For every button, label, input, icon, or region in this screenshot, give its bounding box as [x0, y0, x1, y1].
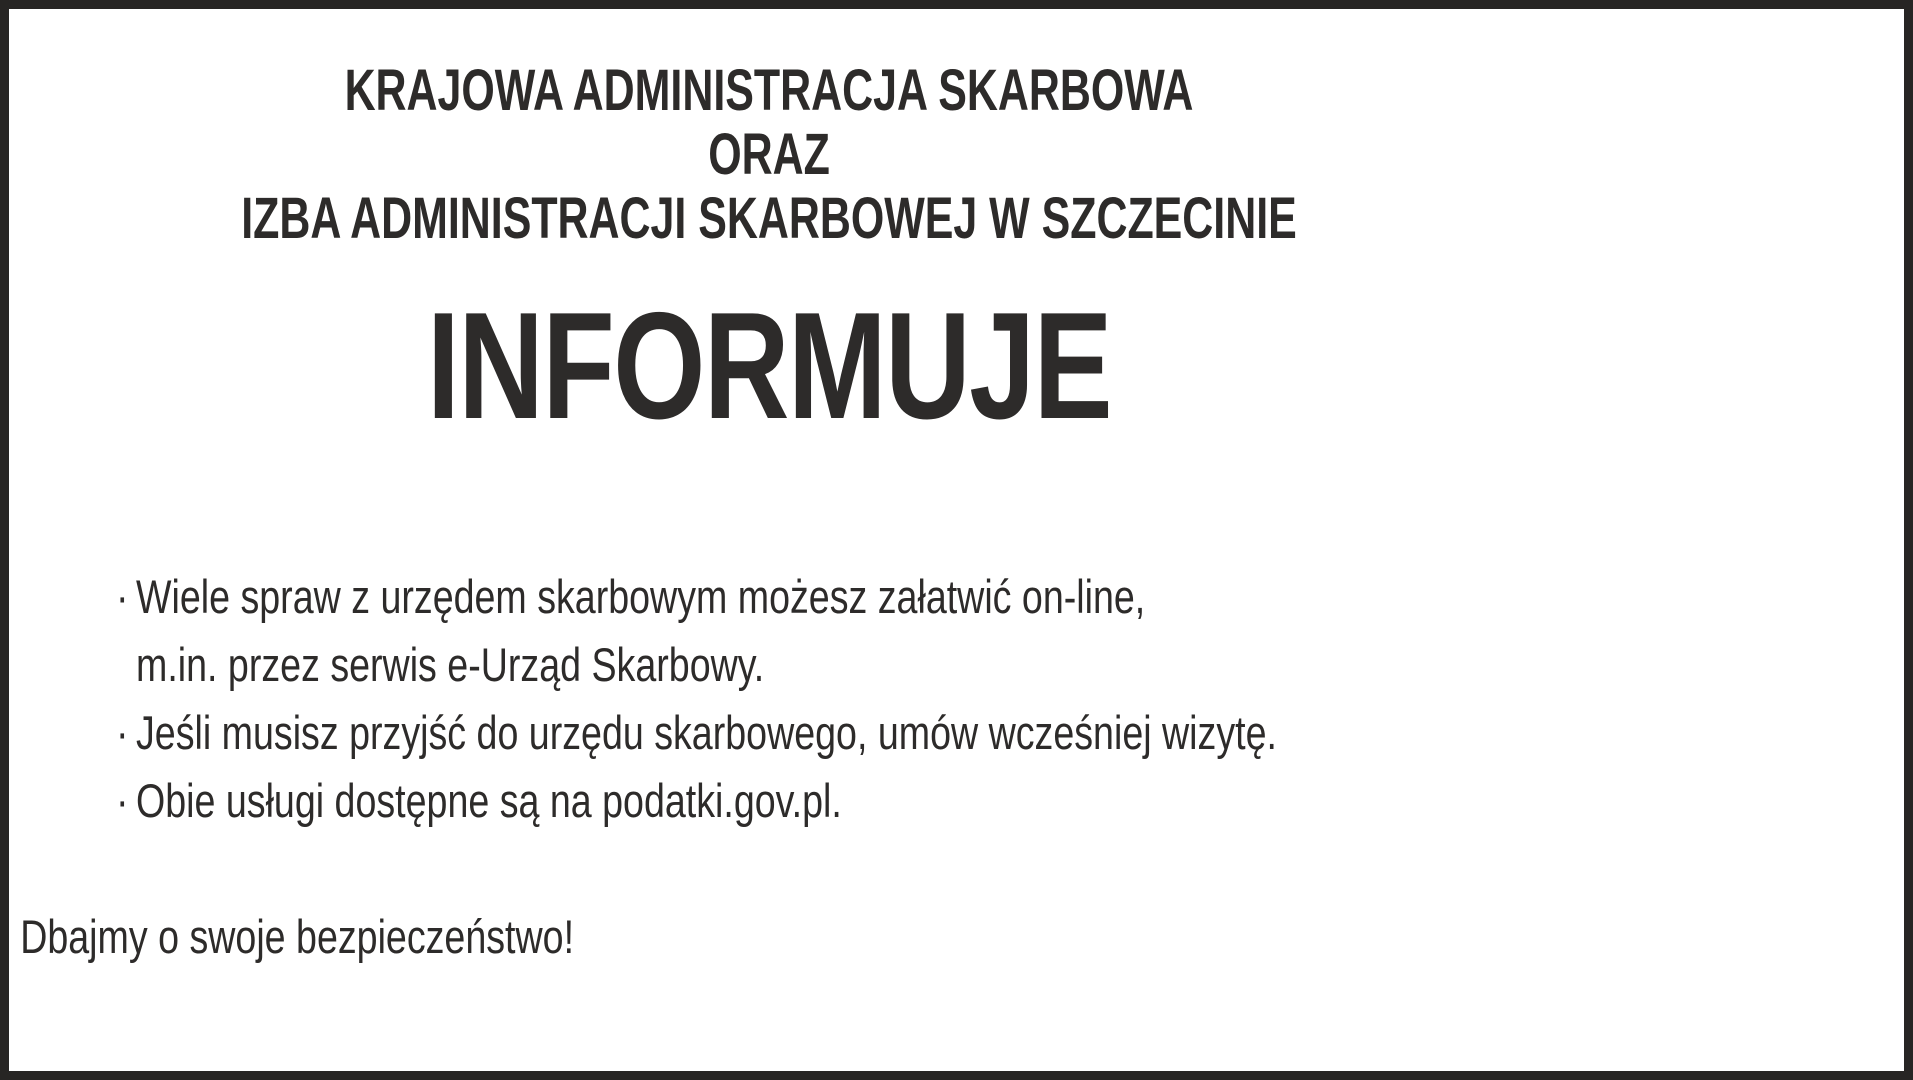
bullet-line-text: Obie usługi dostępne są na podatki.gov.pl. [136, 774, 842, 827]
header-line-organization-1: KRAJOWA ADMINISTRACJA SKARBOWA [344, 58, 1194, 123]
header-line-organization-2: IZBA ADMINISTRACJI SKARBOWEJ W SZCZECINIE [241, 186, 1297, 251]
poster-content [9, 59, 1529, 971]
body-block [116, 563, 1529, 835]
bullet-line-eurzad-continuation [116, 631, 1246, 699]
bullet-dot: · [116, 570, 129, 623]
bullet-line-text: m.in. przez serwis e-Urząd Skarbowy. [136, 638, 765, 691]
bullet-dot: · [116, 774, 129, 827]
bullet-line-visit-appointment [116, 699, 1277, 767]
header-line-conjunction: ORAZ [708, 122, 830, 187]
header-block [9, 59, 1529, 251]
bullet-line-text: Wiele spraw z urzędem skarbowym możesz załatwić on-line, [136, 570, 1146, 623]
bullet-line-text: Jeśli musisz przyjść do urzędu skarbowego, umów wcześniej wizytę. [136, 706, 1277, 759]
bullet-line-online-services [116, 563, 1246, 631]
bullet-dot: · [116, 706, 129, 759]
bullet-line-podatki-gov [116, 767, 1246, 835]
footer-safety-message: Dbajmy o swoje bezpieczeństwo! [20, 910, 575, 963]
headline-informuje: INFORMUJE [426, 281, 1112, 451]
